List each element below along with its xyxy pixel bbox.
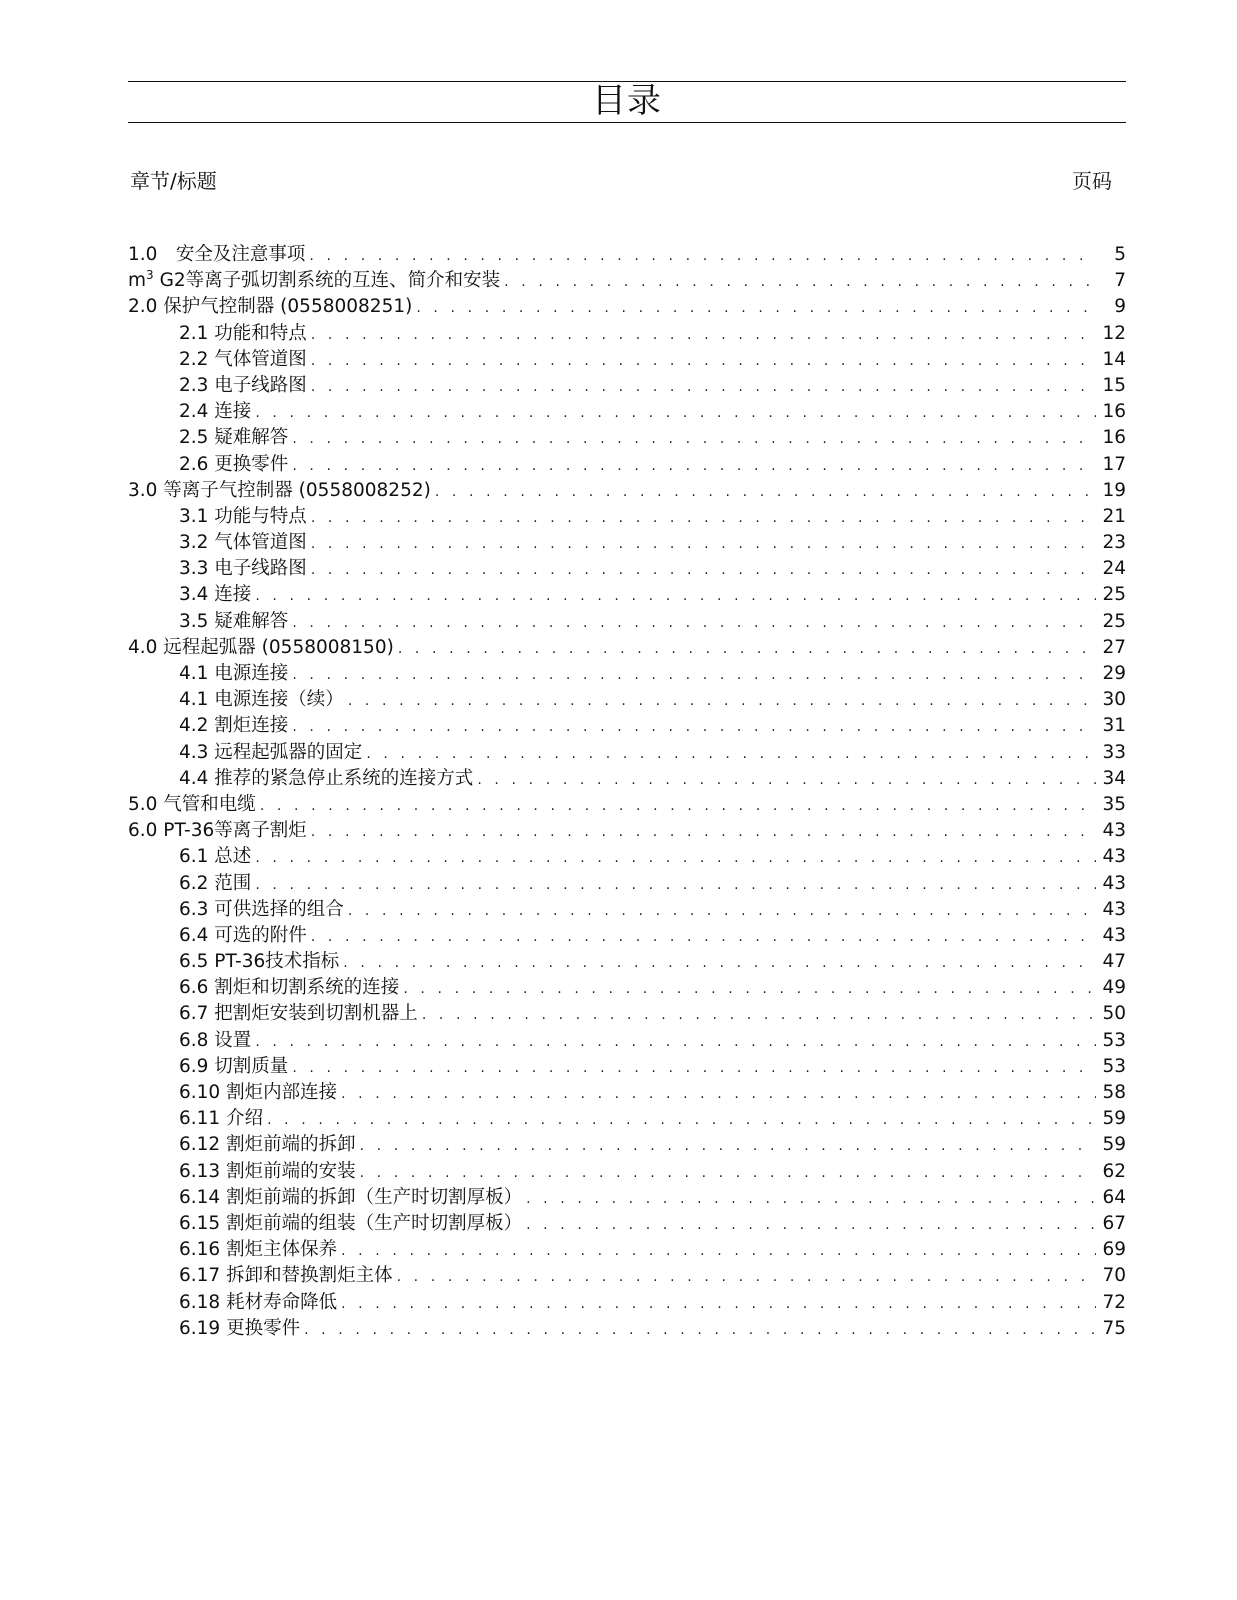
toc-entry-page: 25 bbox=[1102, 584, 1126, 606]
dot-leader bbox=[343, 949, 1096, 975]
dot-leader bbox=[348, 687, 1096, 713]
toc-entry-title: 3.5 疑难解答 bbox=[179, 610, 289, 632]
toc-entry-page: 43 bbox=[1102, 898, 1126, 920]
toc-entry-page: 33 bbox=[1102, 741, 1126, 763]
toc-entry[interactable] bbox=[0, 740, 1237, 766]
toc-entry-title: 2.1 功能和特点 bbox=[179, 322, 307, 344]
toc-entry[interactable] bbox=[0, 373, 1237, 399]
toc-entry-page: 19 bbox=[1102, 479, 1126, 501]
toc-entry-page: 75 bbox=[1102, 1317, 1126, 1339]
dot-leader bbox=[260, 792, 1096, 818]
toc-entry-title: 5.0 气管和电缆 bbox=[128, 793, 256, 815]
toc-entry-title: 6.12 割炬前端的拆卸 bbox=[179, 1134, 356, 1156]
toc-entry[interactable] bbox=[0, 504, 1237, 530]
title-bottom-rule bbox=[128, 122, 1126, 123]
dot-leader bbox=[311, 347, 1096, 373]
toc-entry-title: 6.17 拆卸和替换割炬主体 bbox=[179, 1265, 393, 1287]
toc-entry-title: 2.5 疑难解答 bbox=[179, 427, 289, 449]
section-column-header: 章节/标题 bbox=[130, 169, 217, 193]
toc-entry[interactable] bbox=[0, 268, 1237, 294]
toc-entry-page: 67 bbox=[1102, 1212, 1126, 1234]
toc-entry-title: 2.0 保护气控制器 (0558008251) bbox=[128, 296, 413, 318]
toc-entry-title: 2.3 电子线路图 bbox=[179, 374, 307, 396]
dot-leader bbox=[255, 399, 1096, 425]
toc-entry[interactable] bbox=[0, 556, 1237, 582]
toc-entry[interactable] bbox=[0, 294, 1237, 320]
toc-entry-page: 64 bbox=[1102, 1186, 1126, 1208]
toc-entry-title: 3.4 连接 bbox=[179, 584, 252, 606]
toc-entry-page: 25 bbox=[1102, 610, 1126, 632]
dot-leader bbox=[292, 425, 1096, 451]
toc-entry[interactable] bbox=[0, 1159, 1237, 1185]
toc-entry-page: 49 bbox=[1102, 977, 1126, 999]
toc-entry-page: 14 bbox=[1102, 348, 1126, 370]
toc-entry-title: 1.0 安全及注意事项 bbox=[128, 244, 306, 265]
dot-leader bbox=[292, 1054, 1096, 1080]
dot-leader bbox=[309, 242, 1096, 268]
toc-entry-title: 3.3 电子线路图 bbox=[179, 558, 307, 580]
dot-leader bbox=[255, 871, 1096, 897]
toc-entry[interactable] bbox=[0, 1028, 1237, 1054]
dot-leader bbox=[398, 635, 1096, 661]
dot-leader bbox=[311, 530, 1096, 556]
toc-entry-title: 6.16 割炬主体保养 bbox=[179, 1239, 338, 1261]
dot-leader bbox=[304, 1316, 1096, 1342]
toc-entry-title: 2.2 气体管道图 bbox=[179, 348, 307, 370]
toc-entry[interactable] bbox=[0, 1185, 1237, 1211]
toc-entry[interactable] bbox=[0, 1132, 1237, 1158]
dot-leader bbox=[435, 478, 1096, 504]
toc-entry-page: 59 bbox=[1102, 1134, 1126, 1156]
toc-entry-title: 2.4 连接 bbox=[179, 401, 252, 423]
toc-entry[interactable] bbox=[0, 582, 1237, 608]
toc-entry-page: 30 bbox=[1102, 689, 1126, 711]
toc-entry-page: 47 bbox=[1102, 951, 1126, 973]
dot-leader bbox=[341, 1290, 1096, 1316]
toc-entry[interactable] bbox=[0, 321, 1237, 347]
toc-entry-title: 6.7 把割炬安装到切割机器上 bbox=[179, 1003, 418, 1025]
dot-leader bbox=[360, 1132, 1096, 1158]
toc-entry-page: 17 bbox=[1102, 453, 1126, 475]
toc-entry-page: 43 bbox=[1102, 872, 1126, 894]
toc-entry[interactable] bbox=[0, 1237, 1237, 1263]
toc-entry-unit: m bbox=[128, 270, 147, 292]
toc-entry-page: 58 bbox=[1102, 1082, 1126, 1103]
toc-entry-title: 6.10 割炬内部连接 bbox=[179, 1082, 338, 1103]
dot-leader bbox=[255, 582, 1096, 608]
dot-leader bbox=[360, 1159, 1096, 1185]
table-of-contents bbox=[0, 242, 1237, 1342]
toc-entry-page: 16 bbox=[1102, 427, 1126, 449]
toc-entry-page: 15 bbox=[1102, 374, 1126, 396]
toc-entry[interactable] bbox=[0, 399, 1237, 425]
dot-leader bbox=[311, 321, 1096, 347]
toc-entry[interactable] bbox=[0, 347, 1237, 373]
toc-entry[interactable] bbox=[0, 818, 1237, 844]
toc-entry[interactable] bbox=[0, 949, 1237, 975]
toc-entry-title: 4.1 电源连接 bbox=[179, 663, 289, 684]
toc-entry[interactable] bbox=[0, 897, 1237, 923]
toc-entry-page: 7 bbox=[1114, 270, 1126, 292]
toc-entry-page: 35 bbox=[1102, 793, 1126, 815]
toc-entry-title: 3.2 气体管道图 bbox=[179, 532, 307, 554]
toc-entry-page: 70 bbox=[1102, 1265, 1126, 1287]
toc-entry-title: 6.0 PT-36等离子割炬 bbox=[128, 820, 307, 842]
page-column-header: 页码 bbox=[1072, 169, 1112, 193]
dot-leader bbox=[504, 268, 1096, 294]
dot-leader bbox=[292, 713, 1096, 739]
toc-entry[interactable] bbox=[0, 242, 1237, 268]
dot-leader bbox=[477, 766, 1096, 792]
toc-entry[interactable] bbox=[0, 635, 1237, 661]
dot-leader bbox=[311, 373, 1096, 399]
dot-leader bbox=[311, 556, 1096, 582]
toc-entry-title: 6.2 范围 bbox=[179, 872, 252, 894]
toc-entry-page: 27 bbox=[1102, 636, 1126, 658]
toc-entry-page: 9 bbox=[1114, 296, 1126, 318]
toc-entry-title bbox=[128, 268, 504, 294]
toc-entry-title: 4.3 远程起弧器的固定 bbox=[179, 741, 363, 763]
toc-entry[interactable] bbox=[0, 975, 1237, 1001]
toc-entry-page: 21 bbox=[1102, 505, 1126, 527]
toc-entry-page: 50 bbox=[1102, 1003, 1126, 1025]
toc-entry[interactable] bbox=[0, 1001, 1237, 1027]
toc-entry-title: 3.1 功能与特点 bbox=[179, 505, 307, 527]
toc-entry[interactable] bbox=[0, 530, 1237, 556]
toc-entry-title: 6.11 介绍 bbox=[179, 1108, 264, 1130]
toc-entry[interactable] bbox=[0, 452, 1237, 478]
toc-entry-page: 43 bbox=[1102, 820, 1126, 842]
dot-leader bbox=[341, 1237, 1096, 1263]
dot-leader bbox=[311, 818, 1096, 844]
dot-leader bbox=[267, 1106, 1096, 1132]
dot-leader bbox=[255, 1028, 1096, 1054]
toc-entry-title: 6.13 割炬前端的安装 bbox=[179, 1160, 356, 1182]
dot-leader bbox=[255, 844, 1096, 870]
toc-entry-title: 6.19 更换零件 bbox=[179, 1317, 301, 1339]
toc-entry-page: 5 bbox=[1114, 244, 1126, 265]
toc-entry[interactable] bbox=[0, 1080, 1237, 1106]
toc-entry-page: 29 bbox=[1102, 663, 1126, 684]
dot-leader bbox=[422, 1001, 1096, 1027]
toc-entry-title: 4.0 远程起弧器 (0558008150) bbox=[128, 636, 394, 658]
toc-entry[interactable] bbox=[0, 923, 1237, 949]
toc-entry-title: 4.4 推荐的紧急停止系统的连接方式 bbox=[179, 767, 474, 789]
toc-entry-title: 3.0 等离子气控制器 (0558008252) bbox=[128, 479, 431, 501]
dot-leader bbox=[292, 609, 1096, 635]
toc-entry[interactable] bbox=[0, 1211, 1237, 1237]
toc-entry-title: 2.6 更换零件 bbox=[179, 453, 289, 475]
toc-entry-page: 43 bbox=[1102, 924, 1126, 946]
toc-entry-title: 6.3 可供选择的组合 bbox=[179, 898, 344, 920]
dot-leader bbox=[311, 923, 1096, 949]
toc-entry[interactable] bbox=[0, 478, 1237, 504]
toc-entry-page: 31 bbox=[1102, 715, 1126, 737]
dot-leader bbox=[292, 661, 1096, 687]
toc-entry[interactable] bbox=[0, 766, 1237, 792]
dot-leader bbox=[341, 1080, 1096, 1106]
toc-entry-title: 6.6 割炬和切割系统的连接 bbox=[179, 977, 400, 999]
toc-entry-title: 6.8 设置 bbox=[179, 1029, 252, 1051]
toc-entry-page: 69 bbox=[1102, 1239, 1126, 1261]
toc-entry-page: 34 bbox=[1102, 767, 1126, 789]
toc-entry[interactable] bbox=[0, 1263, 1237, 1289]
toc-entry-title: 6.15 割炬前端的组装（生产时切割厚板） bbox=[179, 1212, 523, 1234]
toc-entry-page: 43 bbox=[1102, 846, 1126, 868]
toc-entry[interactable] bbox=[0, 792, 1237, 818]
toc-entry-page: 62 bbox=[1102, 1160, 1126, 1182]
toc-entry-title: 6.14 割炬前端的拆卸（生产时切割厚板） bbox=[179, 1186, 523, 1208]
dot-leader bbox=[403, 975, 1096, 1001]
toc-entry-page: 53 bbox=[1102, 1029, 1126, 1051]
toc-entry-page: 72 bbox=[1102, 1291, 1126, 1313]
dot-leader bbox=[526, 1211, 1096, 1237]
toc-entry[interactable] bbox=[0, 844, 1237, 870]
toc-entry[interactable] bbox=[0, 609, 1237, 635]
toc-entry-title: 6.4 可选的附件 bbox=[179, 924, 307, 946]
toc-entry-title: 4.2 割炬连接 bbox=[179, 715, 289, 737]
toc-entry[interactable] bbox=[0, 1106, 1237, 1132]
toc-entry-text: G2等离子弧切割系统的互连、简介和安装 bbox=[159, 270, 501, 292]
toc-entry[interactable] bbox=[0, 1290, 1237, 1316]
dot-leader bbox=[311, 504, 1096, 530]
toc-entry[interactable] bbox=[0, 661, 1237, 687]
page-title: 目录 bbox=[592, 81, 662, 121]
toc-entry-title: 6.5 PT-36技术指标 bbox=[179, 951, 340, 973]
toc-entry-page: 23 bbox=[1102, 532, 1126, 554]
toc-entry-page: 53 bbox=[1102, 1055, 1126, 1077]
toc-entry[interactable] bbox=[0, 871, 1237, 897]
dot-leader bbox=[397, 1263, 1096, 1289]
toc-entry-page: 16 bbox=[1102, 401, 1126, 423]
dot-leader bbox=[366, 740, 1096, 766]
toc-entry-page: 24 bbox=[1102, 558, 1126, 580]
toc-entry-title: 6.18 耗材寿命降低 bbox=[179, 1291, 338, 1313]
toc-entry-superscript: 3 bbox=[146, 268, 154, 283]
toc-entry[interactable] bbox=[0, 425, 1237, 451]
dot-leader bbox=[416, 294, 1096, 320]
toc-entry-page: 59 bbox=[1102, 1108, 1126, 1130]
dot-leader bbox=[292, 452, 1096, 478]
toc-entry-title: 6.1 总述 bbox=[179, 846, 252, 868]
toc-entry-page: 12 bbox=[1102, 322, 1126, 344]
toc-entry[interactable] bbox=[0, 687, 1237, 713]
toc-entry[interactable] bbox=[0, 1054, 1237, 1080]
toc-entry-title: 4.1 电源连接（续） bbox=[179, 689, 344, 711]
dot-leader bbox=[526, 1185, 1096, 1211]
dot-leader bbox=[348, 897, 1096, 923]
toc-entry[interactable] bbox=[0, 713, 1237, 739]
toc-entry-title: 6.9 切割质量 bbox=[179, 1055, 289, 1077]
toc-entry[interactable] bbox=[0, 1316, 1237, 1342]
